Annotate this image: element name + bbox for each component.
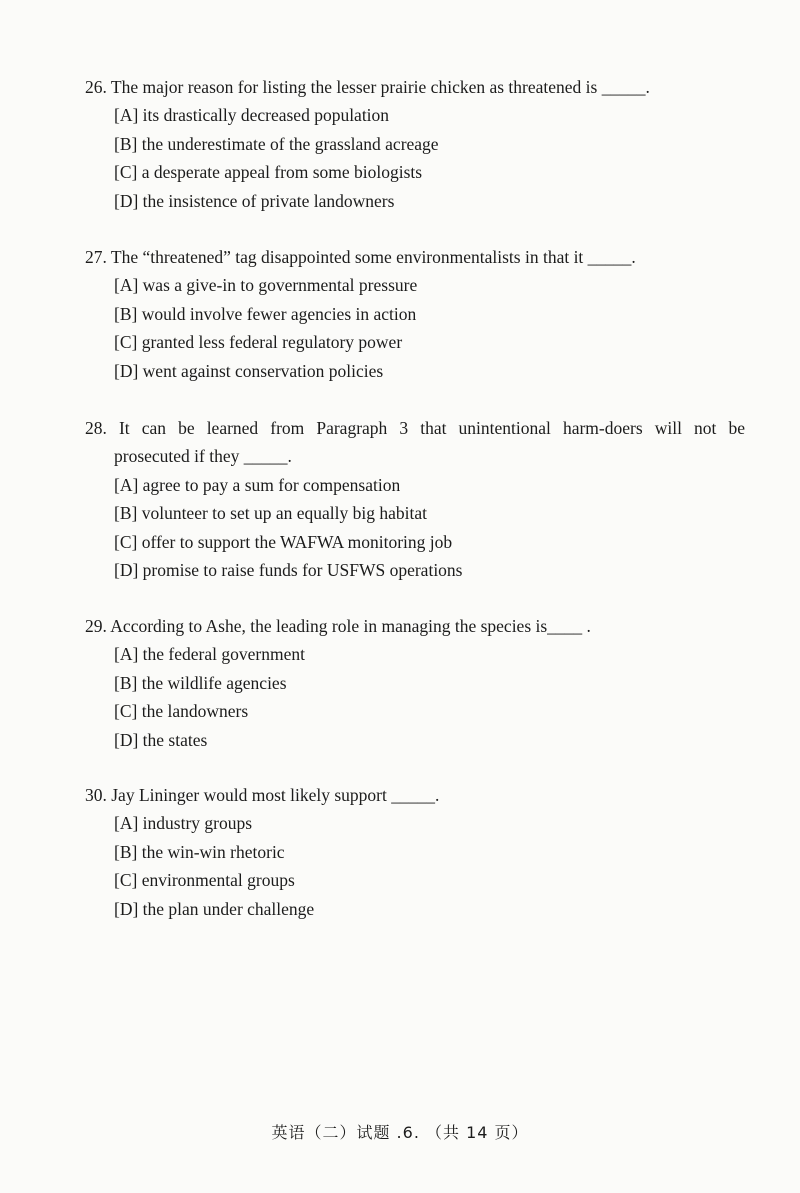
option-c: [C] the landowners (114, 701, 249, 722)
option-list (85, 271, 745, 385)
option-b: [B] the wildlife agencies (114, 672, 287, 693)
question-30 (85, 781, 745, 923)
option-list (85, 640, 745, 754)
question-stem-text: 28. It can be learned from Paragraph 3 that unintentional harm-doers will not be (85, 418, 745, 438)
option-c: [C] offer to support the WAFWA monitoring job (114, 531, 453, 552)
question-29 (85, 612, 745, 754)
option-a: [A] the federal government (114, 644, 305, 665)
option-list (85, 471, 745, 585)
question-stem: 26. The major reason for listing the lesser prairie chicken as threatened is _____. (85, 77, 650, 97)
option-d: [D] went against conservation policies (114, 360, 384, 381)
option-a: [A] industry groups (114, 813, 253, 834)
question-26 (85, 73, 745, 215)
option-b: [B] volunteer to set up an equally big habitat (114, 503, 427, 524)
question-27 (85, 243, 745, 385)
option-b: [B] the underestimate of the grassland acreage (114, 133, 439, 154)
option-d: [D] the insistence of private landowners (114, 190, 395, 211)
option-d: [D] the states (114, 729, 208, 750)
question-stem-line-1 (85, 414, 745, 442)
option-b: [B] the win-win rhetoric (114, 841, 285, 862)
option-a: [A] its drastically decreased population (114, 105, 390, 126)
option-c: [C] granted less federal regulatory power (114, 332, 403, 353)
question-stem-line-2: prosecuted if they _____. (114, 446, 292, 467)
option-list (85, 101, 745, 215)
page-footer: 英语（二）试题 .6. （共 14 页） (271, 1123, 529, 1142)
option-d: [D] the plan under challenge (114, 898, 315, 919)
option-a: [A] agree to pay a sum for compensation (114, 474, 401, 495)
option-list (85, 809, 745, 923)
option-c: [C] a desperate appeal from some biologists (114, 162, 423, 183)
option-c: [C] environmental groups (114, 870, 295, 891)
question-stem: 27. The “threatened” tag disappointed some environmentalists in that it _____. (85, 247, 636, 267)
option-a: [A] was a give-in to governmental pressure (114, 275, 418, 296)
option-d: [D] promise to raise funds for USFWS operations (114, 560, 463, 581)
question-28 (85, 414, 745, 584)
question-stem: 30. Jay Lininger would most likely support _____. (85, 785, 440, 805)
option-b: [B] would involve fewer agencies in action (114, 303, 417, 324)
question-stem: 29. According to Ashe, the leading role in managing the species is____ . (85, 616, 591, 636)
